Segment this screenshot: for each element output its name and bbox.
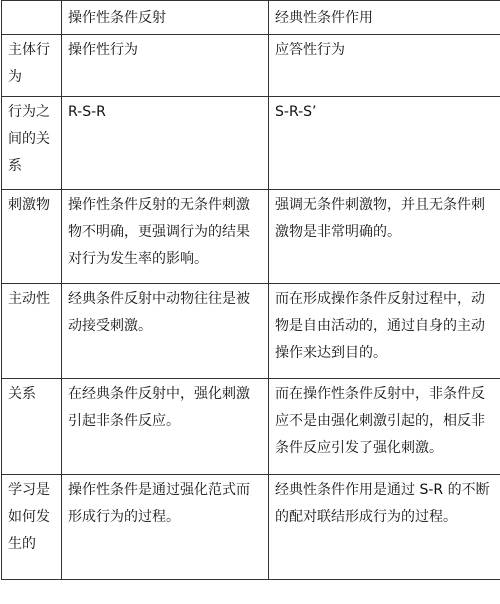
row-label: 学习是如何发生的 — [2, 475, 62, 580]
header-cell-blank — [2, 1, 62, 35]
table-row — [2, 190, 500, 284]
table-header-row — [2, 1, 500, 35]
row-label: 行为之间的关系 — [2, 97, 62, 190]
comparison-table — [1, 0, 500, 580]
classical-cell: S-R-S’ — [269, 97, 500, 190]
table-row — [2, 97, 500, 190]
row-label: 主动性 — [2, 284, 62, 379]
classical-cell: 强调无条件刺激物，并且无条件刺激物是非常明确的。 — [269, 190, 500, 284]
row-label: 关系 — [2, 379, 62, 475]
row-label: 主体行为 — [2, 35, 62, 97]
classical-cell: 经典性条件作用是通过 S-R 的不断的配对联结形成行为的过程。 — [269, 475, 500, 580]
table-row — [2, 284, 500, 379]
table-row — [2, 379, 500, 475]
header-cell-operant: 操作性条件反射 — [62, 1, 269, 35]
operant-cell: R-S-R — [62, 97, 269, 190]
classical-cell: 而在形成操作条件反射过程中，动物是自由活动的，通过自身的主动操作来达到目的。 — [269, 284, 500, 379]
row-label: 刺激物 — [2, 190, 62, 284]
operant-cell: 操作性行为 — [62, 35, 269, 97]
classical-cell: 应答性行为 — [269, 35, 500, 97]
operant-cell: 操作性条件反射的无条件刺激物不明确，更强调行为的结果对行为发生率的影响。 — [62, 190, 269, 284]
header-cell-classical: 经典性条件作用 — [269, 1, 500, 35]
table-row — [2, 475, 500, 580]
operant-cell: 操作性条件是通过强化范式而形成行为的过程。 — [62, 475, 269, 580]
table-row — [2, 35, 500, 97]
operant-cell: 经典条件反射中动物往往是被动接受刺激。 — [62, 284, 269, 379]
operant-cell: 在经典条件反射中，强化刺激引起非条件反应。 — [62, 379, 269, 475]
classical-cell: 而在操作性条件反射中，非条件反应不是由强化刺激引起的，相反非条件反应引发了强化刺激。 — [269, 379, 500, 475]
